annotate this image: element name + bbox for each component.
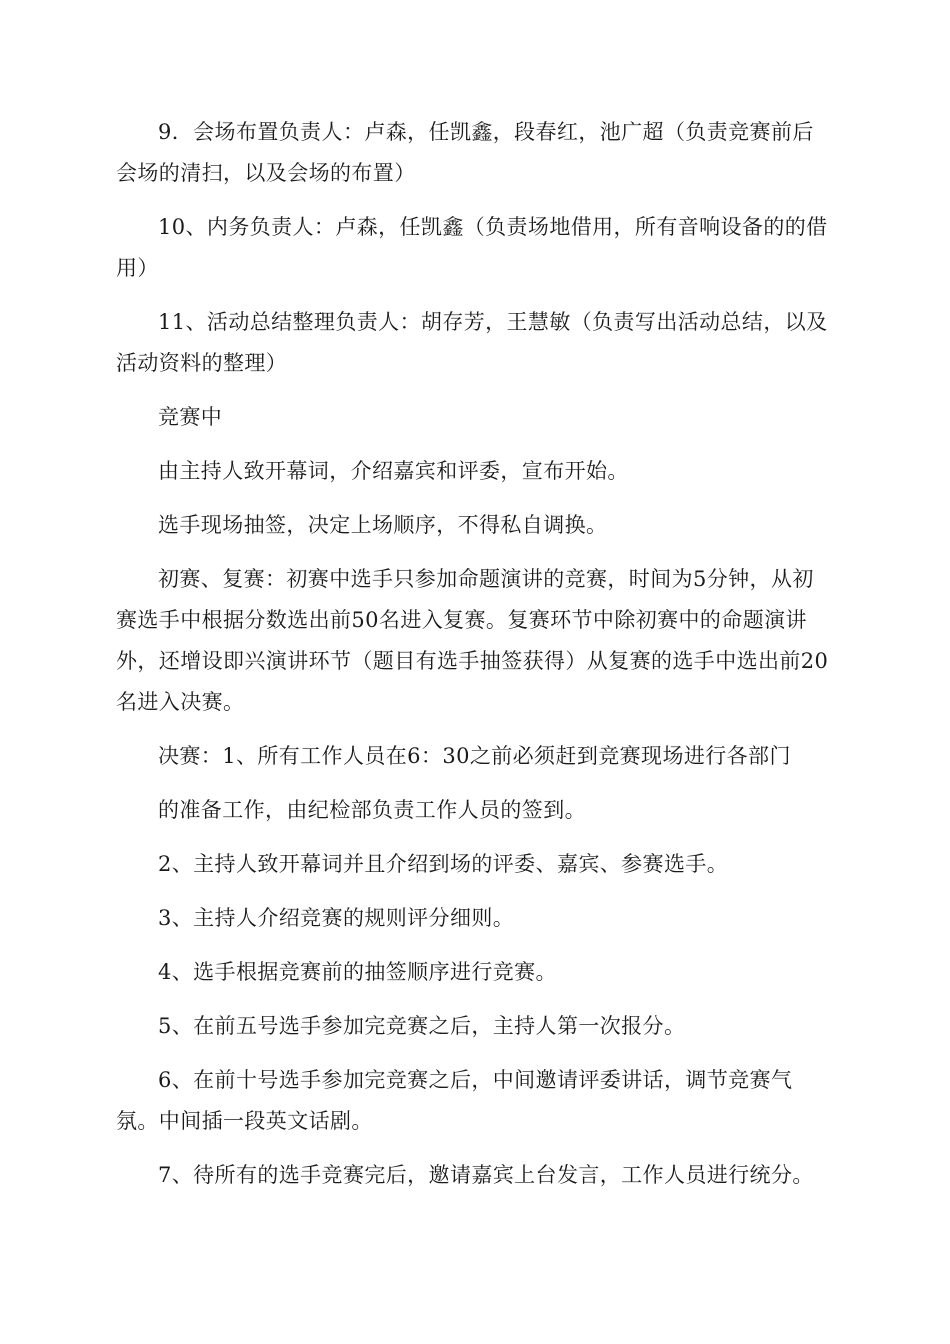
- paragraph-preliminary-rounds: 初赛、复赛：初赛中选手只参加命题演讲的竞赛，时间为5分钟，从初赛选手中根据分数选出前50名进入复赛。复赛环节中除初赛中的命题演讲外，还增设即兴演讲环节（题目有选手抽签获得）从复赛的选手中选出前20名进入决赛。: [116, 567, 829, 714]
- paragraph-draw-lots: 选手现场抽签，决定上场顺序，不得私自调换。: [158, 513, 608, 537]
- paragraph-final-step-1-cont: 的准备工作，由纪检部负责工作人员的签到。: [158, 798, 586, 822]
- section-heading-during-contest: 竞赛中: [158, 405, 223, 429]
- paragraph-summary: 11、活动总结整理负责人：胡存芳，王慧敏（负责写出活动总结，以及活动资料的整理）: [116, 310, 828, 375]
- paragraph-final-step-5: 5、在前五号选手参加完竞赛之后，主持人第一次报分。: [158, 1014, 686, 1038]
- paragraph-final-step-2: 2、主持人致开幕词并且介绍到场的评委、嘉宾、参赛选手。: [158, 852, 729, 876]
- paragraph-opening: 由主持人致开幕词，介绍嘉宾和评委，宣布开始。: [158, 459, 629, 483]
- paragraph-final-step-1: 决赛：1、所有工作人员在6：30之前必须赶到竞赛现场进行各部门: [158, 744, 791, 768]
- paragraph-final-step-6: 6、在前十号选手参加完竞赛之后，中间邀请评委讲话，调节竞赛气氛。中间插一段英文话剧。: [116, 1068, 793, 1133]
- paragraph-internal-affairs: 10、内务负责人：卢森，任凯鑫（负责场地借用，所有音响设备的的借用）: [116, 215, 828, 280]
- paragraph-final-step-4: 4、选手根据竞赛前的抽签顺序进行竞赛。: [158, 960, 557, 984]
- paragraph-venue-setup: 9．会场布置负责人：卢森，任凯鑫，段春红，池广超（负责竞赛前后会场的清扫，以及会场的布置）: [116, 120, 814, 185]
- paragraph-final-step-7: 7、待所有的选手竞赛完后，邀请嘉宾上台发言，工作人员进行统分。: [158, 1163, 814, 1187]
- paragraph-final-step-3: 3、主持人介绍竞赛的规则评分细则。: [158, 906, 515, 930]
- document-body: [116, 112, 832, 1209]
